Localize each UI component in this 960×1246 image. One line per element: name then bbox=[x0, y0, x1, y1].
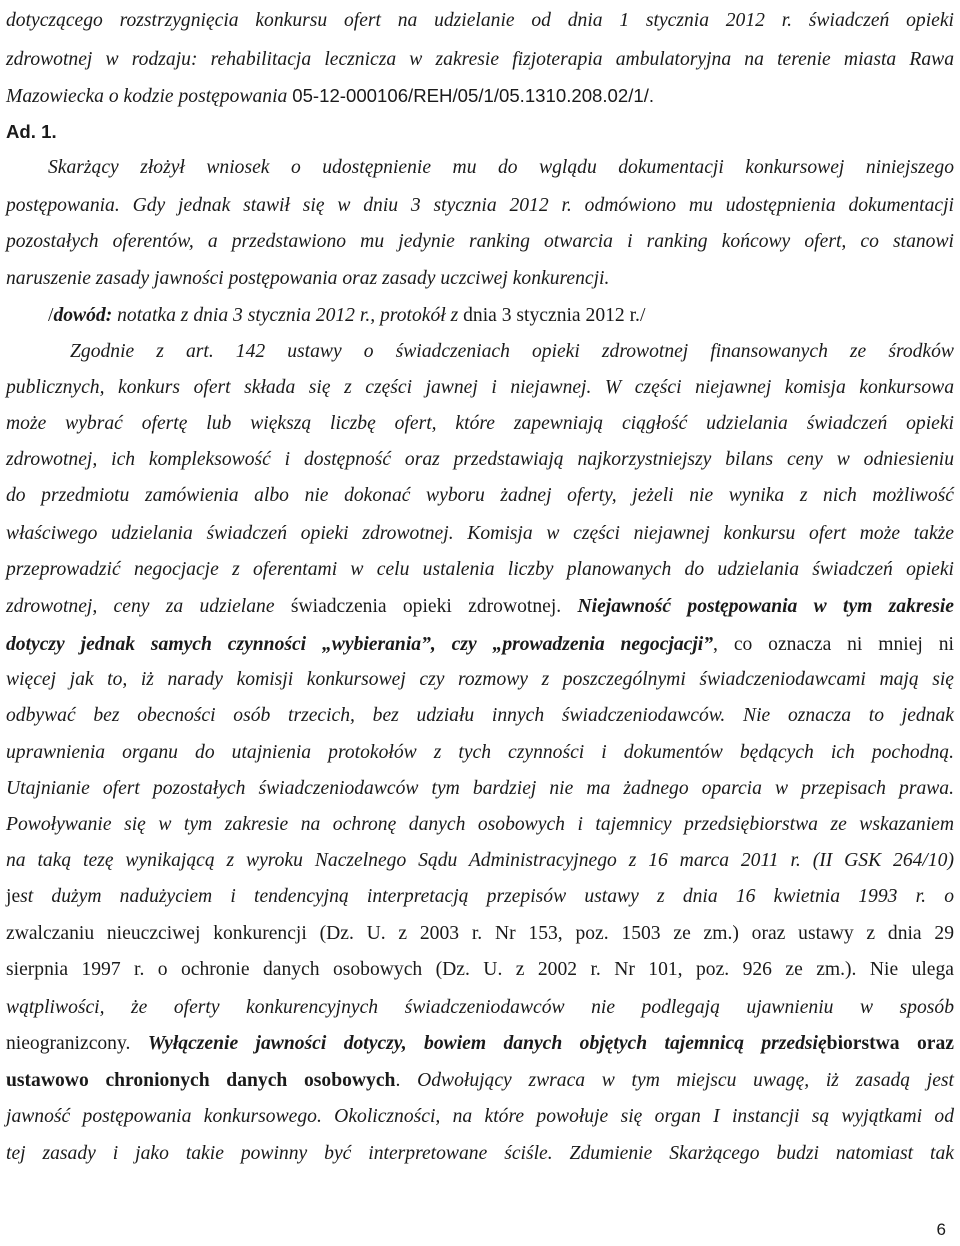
text-line bbox=[6, 515, 954, 553]
text-run: notatka z dnia 3 stycznia 2012 r., protokół z bbox=[112, 305, 464, 326]
text-run: . bbox=[395, 1070, 418, 1091]
text-run: jawność postępowania konkursowego. Okoliczności, na które powołuje się organ I instancji są wyjątkami od bbox=[6, 1106, 954, 1127]
text-line bbox=[48, 297, 954, 335]
text-line bbox=[6, 697, 954, 735]
text-run: sierpnia 1997 r. o ochronie danych osobowych (Dz. U. z 2002 r. Nr 101, poz. 926 ze zm.). Nie ulega bbox=[6, 959, 954, 980]
text-line bbox=[6, 734, 954, 772]
text-run: świadczenia opieki zdrowotnej. bbox=[290, 596, 578, 617]
text-line bbox=[6, 806, 954, 844]
text-run: dnia 3 stycznia 2012 r./ bbox=[463, 305, 646, 326]
text-run: dowód: bbox=[53, 305, 113, 326]
text-line bbox=[48, 149, 954, 187]
text-line bbox=[6, 842, 954, 880]
text-run: Mazowiecka o kodzie postępowania bbox=[6, 86, 293, 107]
text-run: przeprowadzić negocjacje z oferentami w celu ustalenia liczby planowanych do udzielania świadczeń opieki bbox=[6, 559, 954, 580]
text-line bbox=[6, 915, 954, 953]
text-line bbox=[6, 41, 954, 79]
text-line bbox=[6, 626, 954, 664]
text-line bbox=[6, 187, 954, 225]
text-line bbox=[6, 405, 954, 443]
text-run: Powoływanie się w tym zakresie na ochronę danych osobowych i tajemnicy przedsiębiorstwa ze wskazaniem bbox=[6, 814, 954, 835]
text-run: Niejawność postępowania w tym zakresie bbox=[577, 596, 954, 617]
text-run: wątpliwości, że oferty konkurencyjnych świadczeniodawców nie podlegają ujawnieniu w sposób bbox=[6, 997, 954, 1018]
text-line bbox=[6, 588, 954, 626]
text-run: Zgodnie z art. 142 ustawy o świadczeniach opieki zdrowotnej finansowanych ze środków bbox=[70, 341, 954, 362]
text-run: zdrowotnej, ich kompleksowość i dostępność oraz przedstawiają najkorzystniejszy bilans ceny w odniesieniu bbox=[6, 449, 954, 470]
text-line bbox=[6, 878, 954, 916]
text-run: może wybrać ofertę lub większą liczbę ofert, które zapewniają ciągłość udzielania świadczeń opieki bbox=[6, 413, 954, 434]
text-run: ustawowo chronionych danych osobowych bbox=[6, 1070, 396, 1091]
text-line bbox=[6, 661, 954, 699]
text-line bbox=[6, 1135, 954, 1173]
text-run: właściwego udzielania świadczeń opieki zdrowotnej. Komisja w części niejawnej konkursu ofert może także bbox=[6, 523, 954, 544]
text-run: dotyczącego rozstrzygnięcia konkursu ofert na udzielanie od dnia 1 stycznia 2012 r. świadczeń opieki bbox=[6, 10, 954, 31]
text-run: na taką tezę wynikającą z wyroku Naczelnego Sądu Administracyjnego z 16 marca 2011 r. (II GSK 264/10) bbox=[6, 850, 954, 871]
text-run: odbywać bez obecności osób trzecich, bez udziału innych świadczeniodawców. Nie oznacza to jednak bbox=[6, 705, 954, 726]
text-line bbox=[6, 441, 954, 479]
text-line bbox=[6, 1098, 954, 1136]
text-run: st dużym nadużyciem i tendencyjną interpretacją przepisów ustawy z dnia 16 kwietnia 1993 r. o bbox=[20, 886, 954, 907]
text-run: Skarżący złożył wniosek o udostępnienie mu do wglądu dokumentacji konkursowej niniejszego bbox=[48, 157, 954, 178]
text-line bbox=[6, 260, 954, 298]
text-run: 05-12-000106/REH/05/1/05.1310.208.02/1/. bbox=[292, 85, 655, 106]
text-run: pozostałych oferentów, a przedstawiono mu jedynie ranking otwarcia i ranking końcowy ofert, co stanowi bbox=[6, 231, 954, 252]
text-run: zwalczaniu nieuczciwej konkurencji (Dz. U. z 2003 r. Nr 153, poz. 1503 ze zm.) oraz ustawy z dnia 29 bbox=[6, 923, 954, 944]
text-run: tej zasady i jako takie powinny być interpretowane ściśle. Zdumienie Skarżącego budzi natomiast tak bbox=[6, 1143, 954, 1164]
text-line bbox=[6, 2, 954, 40]
text-line bbox=[6, 113, 954, 151]
text-run: publicznych, konkurs ofert składa się z części jawnej i niejawnej. W części niejawnej komisja konkursowa bbox=[6, 377, 954, 398]
text-run: więcej jak to, iż narady komisji konkursowej czy rozmowy z poszczególnymi świadczeniodawcami mają się bbox=[6, 669, 954, 690]
text-run: Utajnianie ofert pozostałych świadczeniodawców tym bardziej nie ma żadnego oparcia w przepisach prawa. bbox=[6, 778, 954, 799]
text-line bbox=[6, 1062, 954, 1100]
text-line bbox=[6, 1025, 954, 1063]
page-number: 6 bbox=[936, 1220, 946, 1239]
text-run: Odwołujący zwraca w tym miejscu uwagę, iż zasadą jest bbox=[417, 1070, 954, 1091]
text-run: je bbox=[6, 886, 21, 907]
text-line bbox=[6, 369, 954, 407]
text-line bbox=[70, 333, 954, 371]
text-line bbox=[6, 477, 954, 515]
text-run: / bbox=[48, 305, 54, 326]
text-line bbox=[6, 551, 954, 589]
text-line bbox=[6, 77, 954, 115]
text-run: postępowania. Gdy jednak stawił się w dniu 3 stycznia 2012 r. odmówiono mu udostępnienia dokumentacji bbox=[6, 195, 954, 216]
text-run: nieogranizcony. bbox=[6, 1033, 148, 1054]
text-run: do przedmiotu zamówienia albo nie dokonać wyboru żadnej oferty, jeżeli nie wynika z nich możliwość bbox=[6, 485, 954, 506]
text-line bbox=[6, 951, 954, 989]
text-run: zdrowotnej w rodzaju: rehabilitacja lecznicza w zakresie fizjoterapia ambulatoryjna na terenie miasta Rawa bbox=[6, 49, 954, 70]
text-line bbox=[6, 989, 954, 1027]
text-run: uprawnienia organu do utajnienia protokołów z tych czynności i dokumentów będących ich pochodną. bbox=[6, 742, 954, 763]
text-run: naruszenie zasady jawności postępowania oraz zasady uczciwej konkurencji. bbox=[6, 268, 610, 289]
text-line bbox=[6, 223, 954, 261]
text-run: biorstwa oraz bbox=[826, 1033, 954, 1054]
text-run: , co oznacza ni mniej ni bbox=[713, 634, 954, 655]
text-run: dotyczy jednak samych czynności „wybierania”, czy „prowadzenia negocjacji” bbox=[6, 634, 714, 655]
text-run: Wyłączenie jawności dotyczy, bowiem danych objętych tajemnicą przedsię bbox=[147, 1033, 827, 1054]
text-line bbox=[6, 770, 954, 808]
text-run: Ad. 1. bbox=[6, 121, 57, 142]
text-run: zdrowotnej, ceny za udzielane bbox=[6, 596, 291, 617]
